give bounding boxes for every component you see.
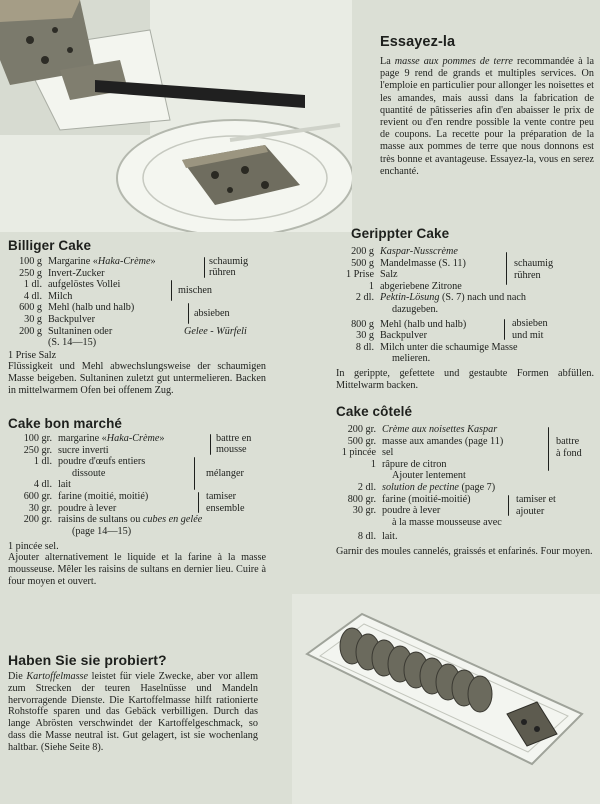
cotele-text: Garnir des moules cannelés, graissés et enfarinés. Four moyen.	[336, 546, 593, 557]
haben-text	[8, 671, 258, 754]
quantity: 1	[368, 280, 374, 292]
quantity: 250 g	[19, 267, 42, 279]
ingredient: sel	[382, 447, 394, 459]
billiger-side-schaumig: schaumig	[209, 256, 249, 267]
quantity	[336, 470, 376, 482]
quantity	[336, 353, 374, 365]
ingredient: dazugeben.	[392, 303, 439, 315]
ingredient	[374, 292, 526, 304]
ingredient-row	[8, 456, 270, 468]
brace	[210, 434, 211, 455]
bon-marche-side-mousse: mousse	[216, 444, 247, 455]
bon-marche-side-battre: battre en	[216, 433, 252, 444]
cotele-side-battre: battre	[556, 436, 580, 447]
quantity: 250 gr.	[23, 444, 52, 456]
quantity	[336, 517, 376, 529]
ingredient-row	[336, 517, 596, 529]
ingredient-row	[8, 291, 270, 303]
essayez-text-start: La	[380, 56, 395, 67]
bon-marche-side-melanger: mélanger	[206, 468, 244, 479]
ingredient: (page 14—15)	[72, 525, 132, 537]
quantity: 8 dl.	[355, 341, 374, 353]
ingredient-text: Margarine «	[48, 256, 98, 267]
ingredient-row	[8, 479, 270, 491]
ingredient-row	[336, 459, 596, 471]
ingredient-italic: Haka-Crème	[106, 433, 160, 444]
bon-marche-side-ensemble: ensemble	[206, 503, 245, 514]
ingredient: Mehl (halb und halb)	[48, 302, 135, 314]
ribbed-cake-photo	[292, 594, 600, 804]
ingredient-text-end: (S. 7) nach und nach	[439, 292, 526, 304]
bon-marche-ingredients	[8, 433, 270, 537]
ingredient-row	[8, 526, 270, 538]
quantity: 30 gr.	[352, 505, 376, 517]
ingredient-row	[336, 269, 596, 281]
quantity: 30 g	[356, 330, 374, 342]
gerippter-side-absieben: absieben	[512, 318, 548, 329]
ingredient-row	[336, 482, 596, 494]
brace	[171, 280, 172, 301]
bon-marche-pincee: 1 pincée sel.	[8, 541, 59, 552]
bon-marche-title: Cake bon marché	[8, 416, 123, 431]
ingredient: Salz	[380, 269, 398, 281]
quantity: 600 g	[19, 302, 42, 314]
gerippter-ingredients	[336, 246, 596, 365]
ingredient-row	[8, 302, 270, 314]
quantity: 800 g	[351, 318, 374, 330]
cotele-side-tamiser: tamiser et	[516, 494, 556, 505]
brace	[508, 495, 509, 516]
ingredient: (S. 14—15)	[48, 337, 97, 349]
quantity: 1 dl.	[33, 456, 52, 468]
cake-on-plate-photo	[0, 0, 352, 232]
ingredient-row	[8, 279, 270, 291]
ingredient: lait	[58, 479, 72, 491]
quantity	[8, 468, 52, 480]
ingredient	[52, 433, 164, 445]
ingredient: Ajouter lentement	[392, 470, 466, 482]
ingredient: Mandelmasse (S. 11)	[380, 257, 466, 269]
ingredient-row	[336, 353, 596, 365]
ingredient: Sultaninen oder	[48, 325, 113, 337]
quantity: 200 gr.	[23, 514, 52, 526]
haben-title: Haben Sie sie probiert?	[8, 652, 167, 668]
ingredient: poudre à lever	[382, 505, 441, 517]
ingredient-row	[8, 337, 270, 349]
billiger-side-ruehren: rühren	[209, 267, 236, 278]
ingredient: melieren.	[392, 353, 431, 365]
billiger-ingredients	[8, 256, 270, 349]
ingredient: à la masse mousseuse avec	[392, 516, 502, 528]
ingredient-row	[336, 342, 596, 354]
bon-marche-text: Ajouter alternativement le liquide et la farine à la masse mousseuse. Mêler les raisins de sultans en dernier lieu. Cuire à four moyen et ouvert.	[8, 552, 266, 588]
cotele-ingredients	[336, 424, 596, 543]
ingredient: farine (moitié-moitié)	[382, 493, 471, 505]
brace	[204, 257, 205, 278]
ingredient-italic: solution de pectine	[382, 481, 459, 493]
gerippter-side-ruehren: rühren	[514, 270, 541, 281]
haben-text-rest: leistet für viele Zwecke, aber vor allem zum Strecken der teuren Haselnüsse und Mandeln hervorragende Dienste. Die Kartoffelmasse hilft rationierte Rohstoffe sparen und das Gebäck verbilligen. Durch das lange Abrösten verschwindet der Kartoffelgeschmack, so dass die Masse neutral ist. Gut gelagert, ist sie wochenlang haltbar. (Siehe Seite 8).	[8, 671, 258, 753]
cotele-side-ajouter: ajouter	[516, 506, 545, 517]
essayez-text-rest: recommandée à la page 9 rend de grands et multiples services. On l'emploie en particulier pour allonger les noisettes et les amandes, mais aussi dans la fabrication de quantité de pâtisseries afin d'en abaisser le prix de revient ou d'en rendre possible la vente contre peu de coupons. La recette pour la préparation de la masse aux pommes de terre que nous donnons est très bonne et avantageuse. Essayez-la, vous en serez enchanté.	[380, 56, 594, 177]
ingredient: masse aux amandes (page 11)	[382, 435, 504, 447]
quantity: 100 gr.	[23, 433, 52, 444]
quantity: 200 gr.	[347, 424, 376, 435]
ingredient-row	[336, 494, 596, 506]
quantity: 1 pincée	[341, 447, 376, 459]
ingredient: poudre à lever	[58, 502, 117, 514]
essayez-text	[380, 56, 594, 178]
quantity	[8, 337, 42, 349]
quantity: 200 g	[351, 246, 374, 257]
ingredient-text-end: (page 7)	[458, 481, 496, 493]
ingredient	[42, 256, 156, 268]
haben-text-start: Die	[8, 671, 27, 682]
quantity: 8 dl.	[357, 531, 376, 543]
brace	[504, 319, 505, 340]
ingredient-row	[336, 531, 596, 543]
ingredient: abgeriebene Zitrone	[380, 280, 462, 292]
billiger-gelee-wuerfeli: Gelee - Würfeli	[184, 326, 247, 337]
ingredient-italic: cubes en gelée	[142, 514, 203, 526]
ingredient: lait.	[382, 531, 398, 543]
quantity: 200 g	[19, 325, 42, 337]
ingredient-row	[336, 292, 596, 304]
ingredient-row	[336, 424, 596, 436]
essayez-text-italic: masse aux pommes de terre	[394, 56, 513, 67]
quantity: 2 dl.	[357, 481, 376, 493]
quantity: 4 dl.	[23, 290, 42, 302]
brace	[548, 427, 549, 471]
ingredient-row	[336, 281, 596, 293]
gerippter-cake-title: Gerippter Cake	[351, 226, 450, 241]
ingredient: aufgelöstes Vollei	[48, 279, 121, 291]
ingredient: Milch unter die schaumige Masse	[380, 341, 518, 353]
quantity: 30 g	[24, 313, 42, 325]
ingredient-text-end: »	[159, 433, 165, 444]
billiger-side-mischen: mischen	[178, 285, 212, 296]
quantity: 100 g	[19, 256, 42, 267]
quantity: 500 g	[351, 257, 374, 269]
ingredient-text: raisins de sultans ou	[58, 514, 143, 526]
quantity: 500 gr.	[347, 435, 376, 447]
brace	[188, 303, 189, 324]
gerippter-side-schaumig: schaumig	[514, 258, 554, 269]
ingredient: Backpulver	[48, 313, 95, 325]
ingredient-row	[8, 514, 270, 526]
ingredient-italic: Haka-Crème	[97, 256, 151, 267]
ingredient: dissoute	[72, 467, 106, 479]
ingredient	[376, 482, 495, 494]
billiger-text: Flüssigkeit und Mehl abwechslungsweise der schaumigen Masse beigeben. Sultaninen zuletzt gut untermelieren. Backen in mittelwarmem Ofen bei offenem Zug.	[8, 361, 266, 397]
ingredient-row	[336, 246, 596, 258]
billiger-prise: 1 Prise Salz	[8, 350, 57, 361]
ingredient: Kaspar-Nusscrème	[380, 246, 458, 257]
haben-text-italic: Kartoffelmasse	[26, 671, 89, 682]
quantity: 1 dl.	[23, 279, 42, 291]
quantity: 600 gr.	[23, 490, 52, 502]
ingredient: Invert-Zucker	[48, 267, 105, 279]
quantity	[336, 304, 374, 316]
ingredient: farine (moitié, moitié)	[58, 490, 149, 502]
ingredient: râpure de citron	[382, 458, 447, 470]
ingredient	[52, 514, 202, 526]
ingredient-text: margarine «	[58, 433, 107, 444]
gerippter-side-und-mit: und mit	[512, 330, 544, 341]
ingredient: Mehl (halb und halb)	[380, 318, 467, 330]
quantity: 1 Prise	[345, 269, 374, 281]
quantity: 4 dl.	[33, 479, 52, 491]
brace	[194, 457, 195, 490]
quantity: 2 dl.	[355, 292, 374, 304]
billiger-side-absieben: absieben	[194, 308, 230, 319]
quantity: 30 gr.	[28, 502, 52, 514]
ingredient: Crème aux noisettes Kaspar	[382, 424, 498, 435]
ingredient-row	[336, 330, 596, 342]
billiger-cake-title: Billiger Cake	[8, 238, 92, 253]
essayez-title: Essayez-la	[380, 34, 456, 50]
ingredient: sucre inverti	[58, 444, 109, 456]
ingredient-row	[336, 304, 596, 316]
quantity	[8, 526, 52, 538]
brace	[198, 492, 199, 513]
ingredient-row	[336, 258, 596, 270]
ingredient: Milch	[48, 290, 73, 302]
ingredient-row	[336, 505, 596, 517]
brace	[506, 252, 507, 285]
ingredient-italic: Pektin-Lösung	[380, 292, 440, 304]
cotele-title: Cake côtelé	[336, 404, 413, 419]
ingredient: Backpulver	[380, 330, 427, 342]
ingredient-row	[336, 470, 596, 482]
ingredient: poudre d'œufs entiers	[58, 456, 146, 468]
cotele-side-a-fond: à fond	[556, 448, 582, 459]
bon-marche-side-tamiser: tamiser	[206, 491, 236, 502]
ingredient-row	[8, 314, 270, 326]
quantity: 800 gr.	[347, 493, 376, 505]
ingredient-text-end: »	[150, 256, 156, 267]
gerippter-text: In gerippte, gefettete und gestaubte Formen abfüllen. Mittelwarm backen.	[336, 368, 594, 392]
quantity: 1	[370, 458, 376, 470]
ingredient-row	[336, 319, 596, 331]
